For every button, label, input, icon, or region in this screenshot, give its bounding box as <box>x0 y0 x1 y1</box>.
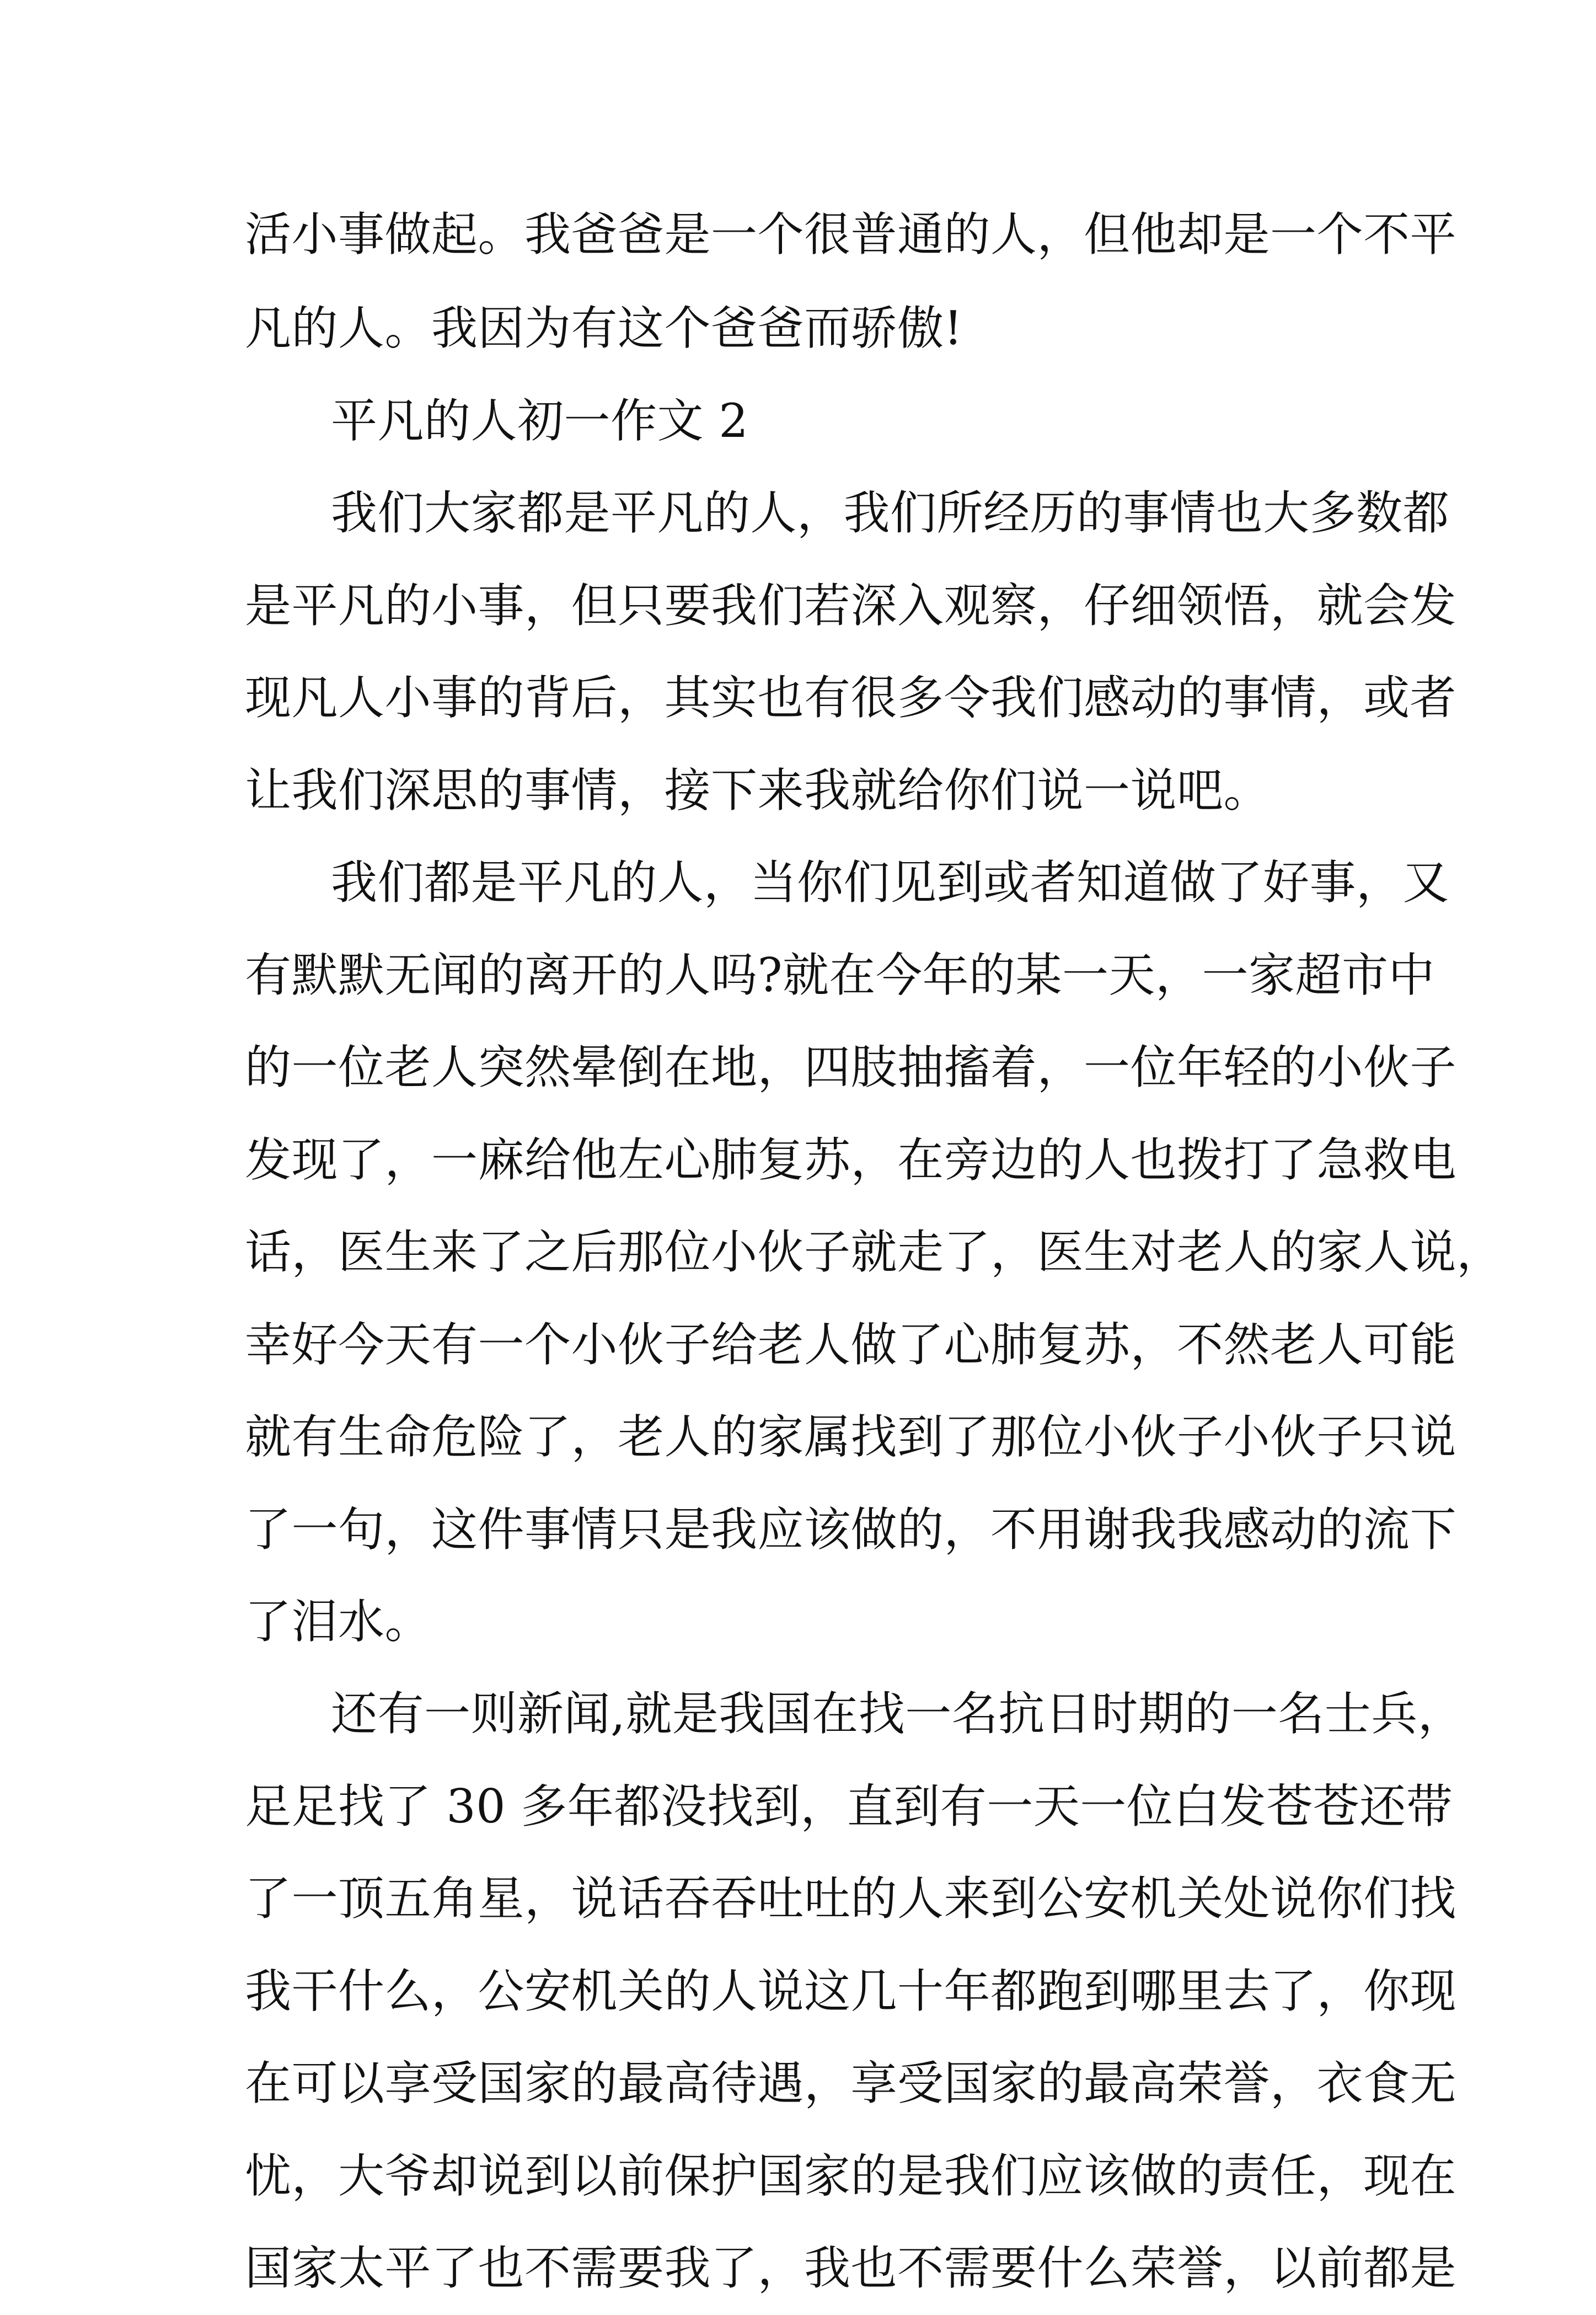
paragraph-line: 足足找了 30 多年都没找到，直到有一天一位白发苍苍还带 <box>245 1779 1453 1833</box>
paragraph-line: 让我们深思的事情，接下来我就给你们说一说吧。 <box>245 763 1271 817</box>
paragraph-line: 我们都是平凡的人，当你们见到或者知道做了好事，又 <box>331 856 1450 910</box>
paragraph-line: 话，医生来了之后那位小伙子就走了，医生对老人的家人说， <box>245 1225 1503 1279</box>
paragraph-line: 了一顶五角星，说话吞吞吐吐的人来到公安机关处说你们找 <box>245 1872 1457 1926</box>
paragraph-line: 是平凡的小事，但只要我们若深入观察，仔细领悟，就会发 <box>245 579 1457 633</box>
paragraph-line: 还有一则新闻,就是我国在找一名抗日时期的一名士兵， <box>331 1687 1465 1741</box>
paragraph-line: 了泪水。 <box>245 1595 432 1649</box>
paragraph-line: 现凡人小事的背后，其实也有很多令我们感动的事情，或者 <box>245 671 1457 725</box>
paragraph-line: 我干什么，公安机关的人说这几十年都跑到哪里去了，你现 <box>245 1964 1457 2018</box>
paragraph-line: 活小事做起。我爸爸是一个很普通的人，但他却是一个不平 <box>245 207 1457 261</box>
paragraph-line: 有默默无闻的离开的人吗?就在今年的某一天，一家超市中 <box>245 948 1436 1002</box>
paragraph-line: 了一句，这件事情只是我应该做的，不用谢我我感动的流下 <box>245 1503 1457 1557</box>
paragraph-line: 凡的人。我因为有这个爸爸而骄傲! <box>245 301 963 355</box>
section-heading: 平凡的人初一作文 2 <box>331 394 749 448</box>
paragraph-line: 发现了，一麻给他左心肺复苏，在旁边的人也拨打了急救电 <box>245 1133 1457 1187</box>
paragraph-line: 幸好今天有一个小伙子给老人做了心肺复苏，不然老人可能 <box>245 1318 1457 1372</box>
paragraph-line: 在可以享受国家的最高待遇，享受国家的最高荣誉，衣食无 <box>245 2056 1457 2110</box>
paragraph-line: 我们大家都是平凡的人，我们所经历的事情也大多数都 <box>331 486 1450 540</box>
paragraph-line: 的一位老人突然晕倒在地，四肢抽搐着，一位年轻的小伙子 <box>245 1040 1457 1094</box>
paragraph-line: 就有生命危险了，老人的家属找到了那位小伙子小伙子只说 <box>245 1410 1457 1464</box>
paragraph-line: 国家太平了也不需要我了，我也不需要什么荣誉，以前都是 <box>245 2241 1457 2295</box>
paragraph-line: 忧，大爷却说到以前保护国家的是我们应该做的责任，现在 <box>245 2149 1457 2203</box>
